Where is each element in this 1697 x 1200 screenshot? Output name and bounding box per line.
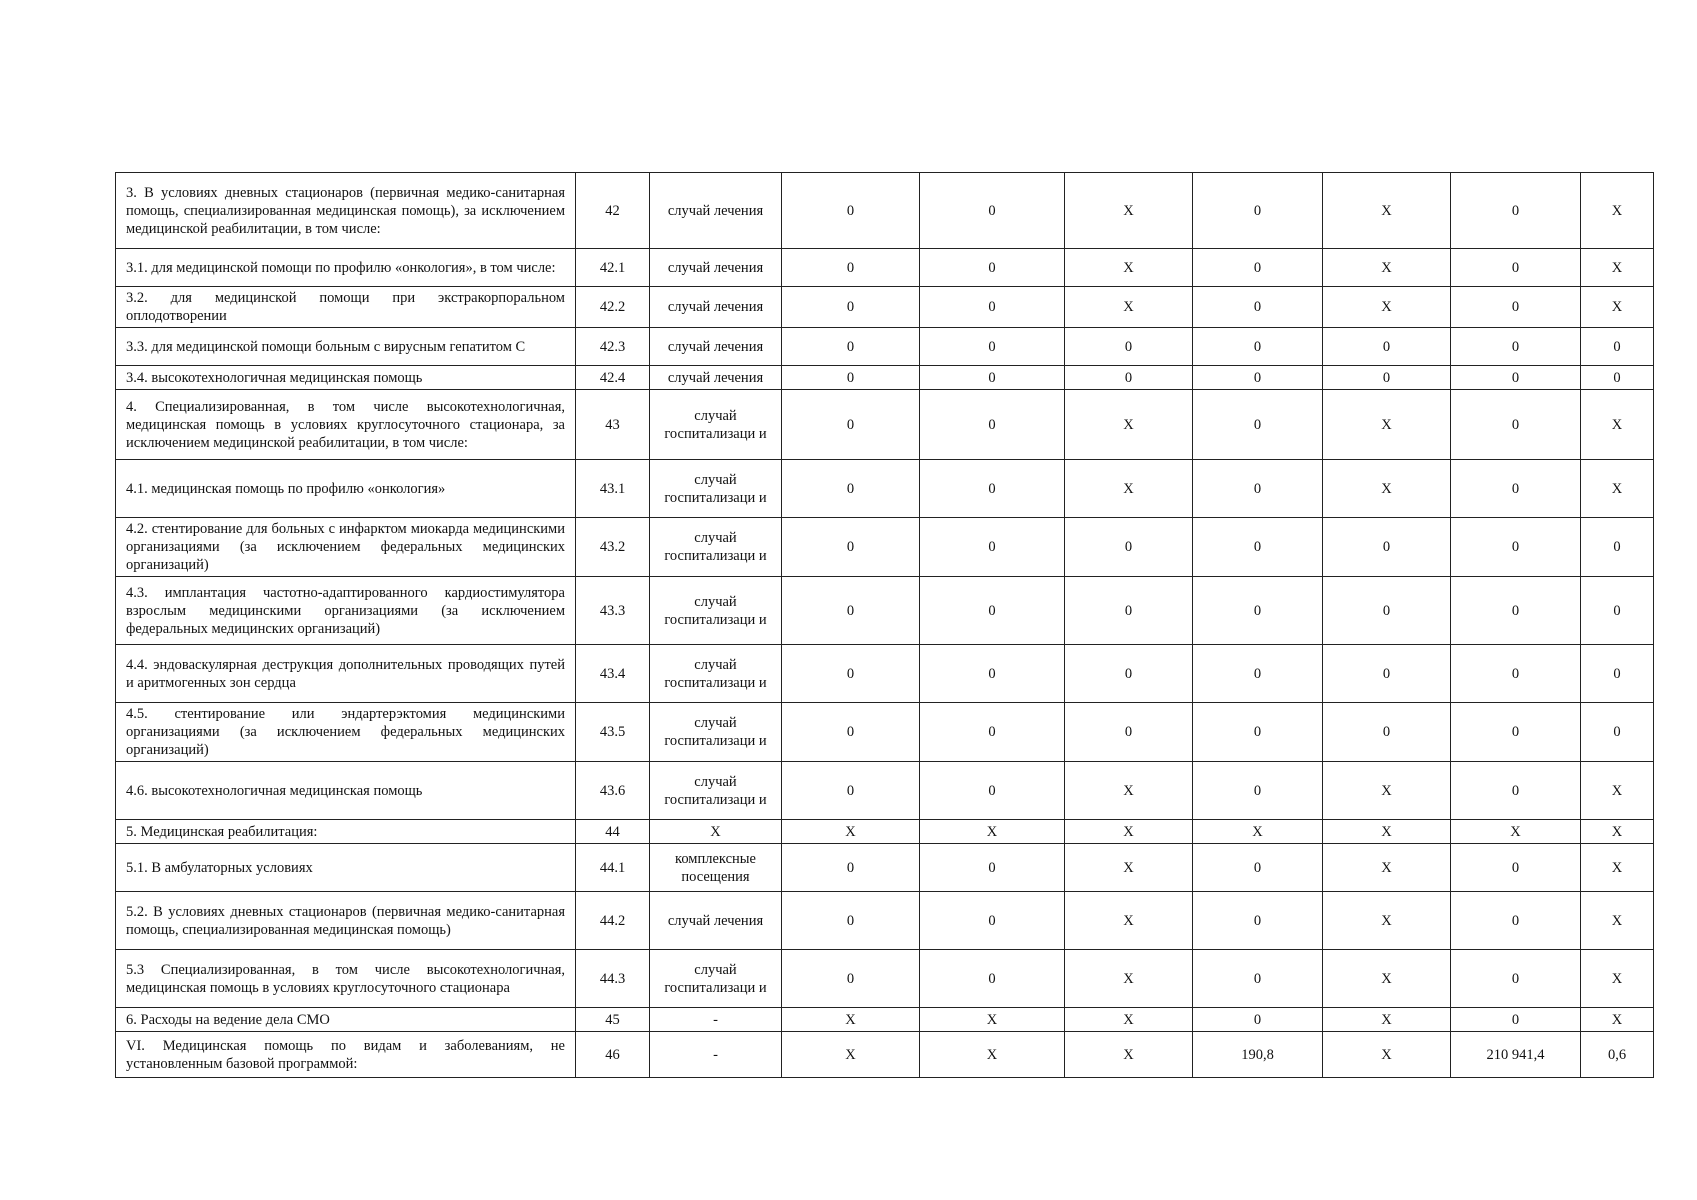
table-row [116,1032,1654,1078]
row-unit-cell: - [650,1008,782,1032]
row-code-cell: 42.2 [576,287,650,328]
value-cell: 0 [1193,518,1323,577]
row-code-cell: 42 [576,173,650,249]
row-name-cell: 4.6. высокотехнологичная медицинская помощь [116,762,576,820]
row-code-cell: 43.6 [576,762,650,820]
value-cell: X [1581,173,1654,249]
value-cell: X [1065,892,1193,950]
value-cell: 0 [782,287,920,328]
table-row [116,703,1654,762]
value-cell: 0 [920,173,1065,249]
value-cell: X [1323,249,1451,287]
value-cell: 0 [1451,173,1581,249]
row-name-cell: 4. Специализированная, в том числе высокотехнологичная, медицинская помощь в условиях круглосуточного стационара, за исключением медицинской реабилитации, в том числе: [116,390,576,460]
value-cell: X [1065,950,1193,1008]
table-body [116,173,1654,1078]
row-unit-cell: X [650,820,782,844]
row-unit-cell: случай лечения [650,366,782,390]
value-cell: 0 [782,762,920,820]
value-cell: 0 [920,390,1065,460]
value-cell: X [1581,762,1654,820]
value-cell: 0 [782,950,920,1008]
row-unit-cell: случай лечения [650,892,782,950]
value-cell: 0 [1065,703,1193,762]
value-cell: 0 [782,173,920,249]
row-unit-cell: случай лечения [650,249,782,287]
value-cell: 0 [1193,249,1323,287]
value-cell: X [1065,390,1193,460]
row-name-cell: 4.2. стентирование для больных с инфарктом миокарда медицинскими организациями (за исключением федеральных медицинских организаций) [116,518,576,577]
value-cell: X [782,1032,920,1078]
table-row [116,173,1654,249]
value-cell: X [1065,460,1193,518]
value-cell: 0 [1451,577,1581,645]
value-cell: 0 [1451,844,1581,892]
row-code-cell: 44.1 [576,844,650,892]
row-code-cell: 42.4 [576,366,650,390]
table-row [116,390,1654,460]
value-cell: 0 [782,703,920,762]
value-cell: 0,6 [1581,1032,1654,1078]
row-unit-cell: случай госпитализаци и [650,390,782,460]
value-cell: 0 [920,366,1065,390]
value-cell: X [782,1008,920,1032]
value-cell: X [1581,390,1654,460]
value-cell: X [1581,249,1654,287]
value-cell: X [920,1032,1065,1078]
data-table [115,172,1654,1078]
row-code-cell: 44 [576,820,650,844]
value-cell: 0 [1193,645,1323,703]
value-cell: X [1065,173,1193,249]
row-unit-cell: случай госпитализаци и [650,762,782,820]
value-cell: 190,8 [1193,1032,1323,1078]
row-name-cell: 5.1. В амбулаторных условиях [116,844,576,892]
table-row [116,366,1654,390]
value-cell: 0 [1451,950,1581,1008]
value-cell: 0 [1451,892,1581,950]
value-cell: 0 [920,892,1065,950]
value-cell: 0 [782,844,920,892]
value-cell: X [1581,1008,1654,1032]
value-cell: 0 [782,892,920,950]
row-name-cell: 4.4. эндоваскулярная деструкция дополнительных проводящих путей и аритмогенных зон сердца [116,645,576,703]
value-cell: 0 [1451,703,1581,762]
row-unit-cell: случай госпитализаци и [650,645,782,703]
value-cell: 0 [920,287,1065,328]
value-cell: 0 [1065,328,1193,366]
value-cell: 0 [1323,645,1451,703]
value-cell: 0 [1323,366,1451,390]
row-code-cell: 44.3 [576,950,650,1008]
row-code-cell: 44.2 [576,892,650,950]
row-name-cell: 5.2. В условиях дневных стационаров (первичная медико-санитарная помощь, специализированная медицинская помощь) [116,892,576,950]
row-code-cell: 43.3 [576,577,650,645]
row-name-cell: 6. Расходы на ведение дела СМО [116,1008,576,1032]
value-cell: X [920,1008,1065,1032]
value-cell: X [782,820,920,844]
value-cell: 0 [1451,287,1581,328]
value-cell: 0 [1581,328,1654,366]
value-cell: 0 [1193,892,1323,950]
value-cell: 0 [1065,366,1193,390]
value-cell: 0 [1451,366,1581,390]
row-code-cell: 45 [576,1008,650,1032]
value-cell: 0 [1323,328,1451,366]
value-cell: X [1323,844,1451,892]
value-cell: 0 [1451,518,1581,577]
table-row [116,1008,1654,1032]
value-cell: 0 [920,950,1065,1008]
row-unit-cell: случай лечения [650,328,782,366]
table-row [116,820,1654,844]
row-unit-cell: случай лечения [650,287,782,328]
value-cell: 0 [782,518,920,577]
row-name-cell: 5. Медицинская реабилитация: [116,820,576,844]
table-row [116,577,1654,645]
value-cell: X [1065,844,1193,892]
value-cell: X [1323,762,1451,820]
value-cell: 0 [1323,703,1451,762]
value-cell: X [1323,1032,1451,1078]
value-cell: 0 [920,518,1065,577]
value-cell: 0 [782,577,920,645]
value-cell: 0 [1451,645,1581,703]
value-cell: 0 [1581,518,1654,577]
value-cell: 0 [1581,645,1654,703]
value-cell: 0 [1065,577,1193,645]
table-row [116,844,1654,892]
value-cell: X [1323,820,1451,844]
row-unit-cell: случай госпитализаци и [650,518,782,577]
value-cell: 210 941,4 [1451,1032,1581,1078]
row-code-cell: 43.4 [576,645,650,703]
value-cell: X [1581,460,1654,518]
row-unit-cell: - [650,1032,782,1078]
value-cell: 0 [920,762,1065,820]
value-cell: X [1323,173,1451,249]
table-row [116,892,1654,950]
value-cell: X [1065,762,1193,820]
row-name-cell: 3.4. высокотехнологичная медицинская помощь [116,366,576,390]
value-cell: X [920,820,1065,844]
row-code-cell: 43 [576,390,650,460]
value-cell: 0 [1193,366,1323,390]
value-cell: 0 [1451,390,1581,460]
value-cell: 0 [1193,460,1323,518]
row-name-cell: VI. Медицинская помощь по видам и заболеваниям, не установленным базовой программой: [116,1032,576,1078]
row-name-cell: 3.2. для медицинской помощи при экстракорпоральном оплодотворении [116,287,576,328]
table-row [116,762,1654,820]
value-cell: 0 [920,249,1065,287]
row-name-cell: 3. В условиях дневных стационаров (первичная медико-санитарная помощь, специализированная медицинская помощь), за исключением медицинской реабилитации, в том числе: [116,173,576,249]
value-cell: 0 [1065,518,1193,577]
value-cell: 0 [1451,249,1581,287]
table-row [116,328,1654,366]
value-cell: 0 [1581,366,1654,390]
table-row [116,460,1654,518]
value-cell: X [1581,844,1654,892]
value-cell: X [1451,820,1581,844]
value-cell: 0 [1193,950,1323,1008]
row-code-cell: 43.1 [576,460,650,518]
value-cell: X [1581,892,1654,950]
value-cell: 0 [1451,1008,1581,1032]
row-unit-cell: случай госпитализаци и [650,950,782,1008]
value-cell: 0 [920,460,1065,518]
value-cell: X [1193,820,1323,844]
value-cell: X [1065,287,1193,328]
value-cell: 0 [1451,460,1581,518]
value-cell: X [1065,1032,1193,1078]
row-unit-cell: случай лечения [650,173,782,249]
row-unit-cell: случай госпитализаци и [650,703,782,762]
value-cell: 0 [1193,762,1323,820]
value-cell: 0 [1451,762,1581,820]
value-cell: X [1323,460,1451,518]
value-cell: 0 [920,844,1065,892]
value-cell: 0 [1581,577,1654,645]
row-name-cell: 4.1. медицинская помощь по профилю «онкология» [116,460,576,518]
value-cell: 0 [1323,518,1451,577]
row-name-cell: 5.3 Специализированная, в том числе высокотехнологичная, медицинская помощь в условиях круглосуточного стационара [116,950,576,1008]
value-cell: 0 [920,645,1065,703]
value-cell: 0 [1193,577,1323,645]
value-cell: 0 [782,645,920,703]
value-cell: X [1065,820,1193,844]
value-cell: X [1323,892,1451,950]
value-cell: 0 [1193,703,1323,762]
value-cell: X [1065,1008,1193,1032]
value-cell: X [1065,249,1193,287]
value-cell: 0 [920,703,1065,762]
row-unit-cell: случай госпитализаци и [650,577,782,645]
value-cell: X [1323,950,1451,1008]
row-name-cell: 3.3. для медицинской помощи больным с вирусным гепатитом С [116,328,576,366]
row-code-cell: 42.1 [576,249,650,287]
table-row [116,287,1654,328]
value-cell: 0 [1451,328,1581,366]
value-cell: 0 [782,249,920,287]
row-name-cell: 4.5. стентирование или эндартерэктомия медицинскими организациями (за исключением федеральных медицинских организаций) [116,703,576,762]
row-unit-cell: комплексные посещения [650,844,782,892]
row-code-cell: 46 [576,1032,650,1078]
value-cell: 0 [782,390,920,460]
table-row [116,518,1654,577]
value-cell: 0 [782,366,920,390]
row-code-cell: 42.3 [576,328,650,366]
value-cell: X [1581,287,1654,328]
value-cell: 0 [1193,287,1323,328]
row-name-cell: 3.1. для медицинской помощи по профилю «онкология», в том числе: [116,249,576,287]
value-cell: 0 [1581,703,1654,762]
value-cell: X [1323,390,1451,460]
value-cell: 0 [1323,577,1451,645]
value-cell: 0 [782,460,920,518]
table-row [116,950,1654,1008]
row-unit-cell: случай госпитализаци и [650,460,782,518]
value-cell: X [1323,287,1451,328]
value-cell: 0 [1193,173,1323,249]
value-cell: X [1323,1008,1451,1032]
table-row [116,645,1654,703]
value-cell: 0 [1193,1008,1323,1032]
row-name-cell: 4.3. имплантация частотно-адаптированного кардиостимулятора взрослым медицинскими организациями (за исключением федеральных медицинских организаций) [116,577,576,645]
value-cell: 0 [920,577,1065,645]
value-cell: 0 [1193,844,1323,892]
value-cell: 0 [782,328,920,366]
row-code-cell: 43.5 [576,703,650,762]
value-cell: 0 [920,328,1065,366]
value-cell: 0 [1193,390,1323,460]
row-code-cell: 43.2 [576,518,650,577]
table-row [116,249,1654,287]
value-cell: X [1581,950,1654,1008]
value-cell: 0 [1193,328,1323,366]
value-cell: X [1581,820,1654,844]
value-cell: 0 [1065,645,1193,703]
